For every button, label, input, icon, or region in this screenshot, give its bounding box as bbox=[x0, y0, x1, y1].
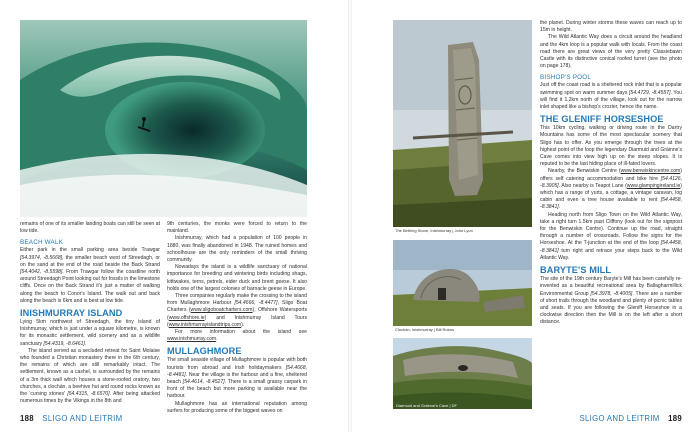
mullaghmore-paragraph: The small seaside village of Mullaghmore is popular with both tourists from abroad and Irish holidaymakers [54.4668, -8.4481]. Near the village is the harbour and a fine, sheltered beach [54.4614, -8.4527]. There is a small grassy carpark in front of the beach but more parking is available near the harbour. bbox=[167, 357, 308, 400]
glamping-link[interactable]: www.glampingireland.ie bbox=[626, 182, 681, 189]
bishops-pool-paragraph: Just off the coast road is a sheltered rock inlet that is a popular swimming spot on warm summer days [54.4729, -8.4557]. You will find it 1.2km north of the village, look out for the narrow inlet shaped like a bishop's crozier, hence the name. bbox=[540, 82, 682, 111]
clochan-caption: Clochán, Inishmurray | Bill Robus bbox=[395, 327, 455, 332]
inishmurray-history-paragraph: The island served as a secluded retreat for Saint Molaise who founded a Christian monastery there in the 6th century, the remains of which are still remarkably intact. The settlement, known as a cashel, is surrounded by the remains of a 3m thick wall which houses a stone-roofed oratory, two churches, a clochán, a beehive hut and round rocks known as the 'cursing stones' [54.4315, -8.6570]. After being attacked numerous times by the Vikings in the 8th and bbox=[20, 347, 160, 405]
section-title-right: SLIGO AND LEITRIM bbox=[579, 414, 660, 423]
inishmurray-paragraph: Lying 5km northwest of Streedagh, the tiny island of Inishmurray, which is just under a square kilometre, is known for its monastic settlement, wild scenery and as a wildlife sanctuary [54.4319, -8.6461]. bbox=[20, 319, 160, 347]
barytes-mill-heading: BARYTE'S MILL bbox=[540, 265, 612, 276]
left-column-1 bbox=[20, 221, 160, 409]
gleniff-heading: THE GLENIFF HORSESHOE bbox=[540, 114, 664, 125]
monks-paragraph: 9th centuries, the monks were forced to return to the mainland. bbox=[167, 221, 307, 235]
birthing-stone-photo bbox=[393, 20, 532, 227]
page-gutter bbox=[348, 0, 352, 432]
boat-companies-paragraph: Three companies regularly make the crossing to the island from Mullaghmore Harbour [54.4666, -8.4477], Sligo Boat Charters (www.sligoboatcharters.com), Offshore Watersports (www.offshore.ie) and Inishmurray Island Tours (www.inishmurrayislandtrips.com). bbox=[167, 293, 307, 328]
barytes-mill-paragraph: The site of the 19th century Baryte's Mill has been carefully re-invented as a beautiful recreational area by Ballagharmillick Environmental Group [54.3978, -8.4005]. There are a number of short trails through the woodland and plenty of picnic tables and seats. If you are following the Gleniff Horseshoe in a clockwise direction then the Mill is on the left after a short distance. bbox=[540, 276, 682, 326]
island-tours-link[interactable]: www.inishmurrayislandtrips.com bbox=[168, 321, 242, 328]
directions-paragraph: Heading north from Sligo Town on the Wild Atlantic Way, take a right turn 1.5km past Cliffony (look out for the signpost for the Benwiskin Centre). Continue up the road, straight through a number of crossroads. Follow the signs for the Horseshoe. At the T-junction at the end of the loop [54.4458, -8.3841] turn right and retrace your steps back to the Wild Atlantic Way. bbox=[540, 211, 682, 261]
left-folio bbox=[20, 414, 122, 424]
gleniff-paragraph: This 10km cycling, walking or driving route in the Dartry Mountains has some of the most spectacular scenery that Sligo has to offer. As you emerge through the trees at the highest point of the loop the legendary Diarmuid and Gráinne's Cave comes into view high up on the steep slopes. It is reputed to be the last hiding place of ill-fated lovers. bbox=[540, 125, 682, 168]
inishmurray-heading: INISHMURRAY ISLAND bbox=[20, 308, 123, 319]
left-column-2 bbox=[167, 221, 308, 414]
cave-photo bbox=[393, 338, 532, 409]
section-title-left: SLIGO AND LEITRIM bbox=[42, 414, 123, 423]
page-number-left: 188 bbox=[20, 414, 34, 423]
birthing-stone-caption: The Birthing Stone, Inishmurray | John Lyon bbox=[395, 228, 473, 233]
clochan-photo bbox=[393, 240, 532, 326]
bishops-pool-heading: BISHOP'S POOL bbox=[540, 74, 592, 82]
offshore-link[interactable]: www.offshore.ie bbox=[168, 314, 205, 321]
more-info-paragraph: For more information about the island see www.inishmurray.com. bbox=[167, 329, 307, 343]
right-column bbox=[540, 20, 682, 410]
beach-walk-heading: BEACH WALK bbox=[20, 239, 64, 247]
page-number-right: 189 bbox=[668, 414, 682, 423]
benwiskin-link[interactable]: www.benwiskincentre.com bbox=[620, 168, 681, 175]
beach-walk-paragraph: Either park in the small parking area beside Trawgar [54.3974, -8.5668], the smaller beach west of Streedagh, or on the sand at the end of the road beside the Back Strand [54.4042, -8.5598]. From Trawgar follow the coastline north around Streedagh Point looking out for fossils in the limestone cliffs. Once on the Back Strand it's just a matter of walking along the beach to Conor's Island. The walk out and back along the beach is 6km and is best at low tide. bbox=[20, 247, 160, 304]
headland-paragraph: The Wild Atlantic Way does a circuit around the headland and the 4km loop is a popular walk with locals. From the coast road there are great views of the very pretty Classiebawn Castle with its distinctive conical roofed turret (see the photo on page 178). bbox=[540, 34, 682, 70]
intro-paragraph: remains of one of its smaller landing boats can still be seen at low tide. bbox=[20, 221, 160, 235]
population-paragraph: Inishmurray, which had a population of 100 people in 1880, was finally abandoned in 1948. The ruined homes and schoolhouse are the only reminders of the small thriving community. bbox=[167, 235, 307, 264]
mullaghmore-heading: MULLAGHMORE bbox=[167, 346, 242, 357]
waves-paragraph: the planet. During winter storms these waves can reach up to 15m in height. bbox=[540, 20, 682, 34]
benwiskin-paragraph: Nearby, the Benwiskin Centre (www.benwiskincentre.com) offers self catering accommodation and bike hire [54.4126, -8.3905]. Also nearby is Teapot Lane (www.glampingireland.ie) which has a range of yurts, a cottage, a vintage caravan, log cabin and even a tree house available to rent [54.4458, -8.3841]. bbox=[540, 168, 682, 211]
wave-photo-caption: Big wave surfing, Mullaghmore | Noo McGowden bbox=[24, 209, 111, 214]
sligo-boat-link[interactable]: www.sligoboatcharters.com bbox=[190, 307, 253, 314]
surf-paragraph: Mullaghmore has an international reputation among surfers for producing some of the biggest waves on bbox=[167, 400, 307, 414]
wave-surfing-photo bbox=[20, 20, 307, 217]
right-folio bbox=[580, 414, 682, 424]
inishmurray-link[interactable]: www.inishmurray.com bbox=[167, 336, 217, 343]
wildlife-paragraph: Nowadays the island is a wildlife sanctuary of national importance for breeding and wintering birds including shags, kittiwakes, terns, petrels, eider duck and brent geese. It also holds one of the largest colonies of barnacle geese in Europe. bbox=[167, 264, 307, 292]
cave-caption: Diarmuid and Gráinne's Cave | DF bbox=[396, 403, 457, 408]
